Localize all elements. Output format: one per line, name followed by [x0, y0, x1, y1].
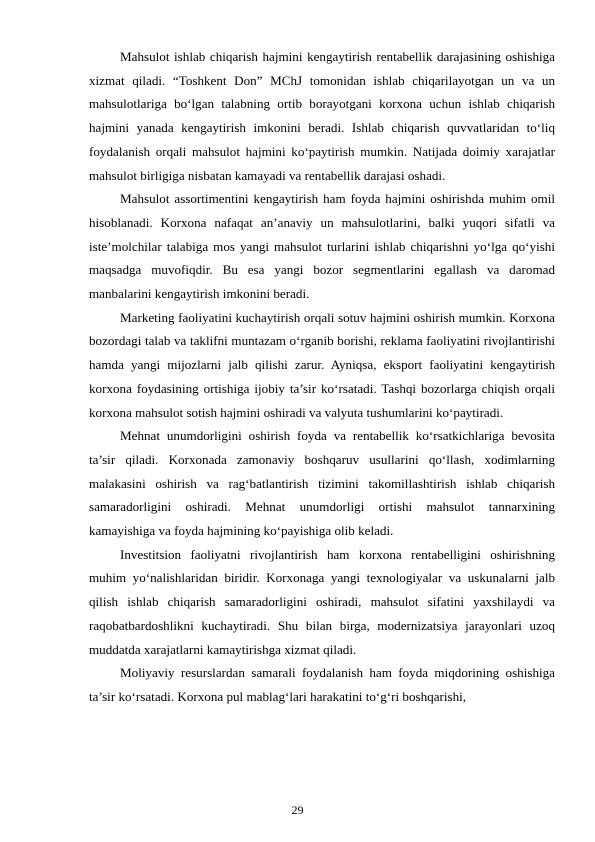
paragraph: Mehnat unumdorligini oshirish foyda va rentabellik ko‘rsatkichlariga bevosita ta’sir qiladi. Korxonada zamonaviy boshqaruv usullarini qo‘llash, xodimlarning malakasini oshirish va rag‘batlantirish tizimini takomillashtirish ishlab chiqarish samaradorligini oshiradi. Mehnat unumdorligi ortishi mahsulot tannarxining kamayishiga va foyda hajmining ko‘payishiga olib keladi.: [89, 428, 555, 539]
paragraph: Marketing faoliyatini kuchaytirish orqali sotuv hajmini oshirish mumkin. Korxona bozordagi talab va taklifni muntazam o‘rganib borishi, reklama faoliyatini rivojlantirishi hamda yangi mijozlarni jalb qilishi zarur. Ayniqsa, eksport faoliyatini kengaytirish korxona foydasining ortishiga ijobiy ta’sir ko‘rsatadi. Tashqi bozorlarga chiqish orqali korxona mahsulot sotish hajmini oshiradi va valyuta tushumlarini ko‘paytiradi.: [89, 309, 555, 420]
paragraph: Moliyaviy resurslardan samarali foydalanish ham foyda miqdorining oshishiga ta’sir ko‘rsatadi. Korxona pul mablag‘lari harakatini to‘g‘ri boshqarishi,: [89, 665, 555, 704]
page-number: 29: [291, 803, 304, 817]
paragraph: Investitsion faoliyatni rivojlantirish ham korxona rentabelligini oshirishning muhim yo‘nalishlaridan biridir. Korxonaga yangi texnologiyalar va uskunalarni jalb qilish ishlab chiqarish samaradorligini oshiradi, mahsulot sifatini yaxshilaydi va raqobatbardoshlikni kuchaytiradi. Shu bilan birga, modernizatsiya jarayonlari uzoq muddatda xarajatlarni kamaytirishga xizmat qiladi.: [89, 546, 555, 657]
body-text: [89, 45, 555, 709]
paragraph: Mahsulot assortimentini kengaytirish ham foyda hajmini oshirishda muhim omil hisoblanadi. Korxona nafaqat an’anaviy un mahsulotlarini, balki yuqori sifatli va iste’molchilar talabiga mos yangi mahsulot turlarini ishlab chiqarishni yo‘lga qo‘yishi maqsadga muvofiqdir. Bu esa yangi bozor segmentlarini egallash va daromad manbalarini kengaytirish imkonini beradi.: [89, 191, 555, 302]
paragraph: Mahsulot ishlab chiqarish hajmini kengaytirish rentabellik darajasining oshishiga xizmat qiladi. “Toshkent Don” MChJ tomonidan ishlab chiqarilayotgan un va un mahsulotlariga bo‘lgan talabning ortib borayotgani korxona uchun ishlab chiqarish hajmini yanada kengaytirish imkonini beradi. Ishlab chiqarish quvvatlaridan to‘liq foydalanish orqali mahsulot hajmini ko‘paytirish mumkin. Natijada doimiy xarajatlar mahsulot birligiga nisbatan kamayadi va rentabellik darajasi oshadi.: [89, 49, 555, 183]
